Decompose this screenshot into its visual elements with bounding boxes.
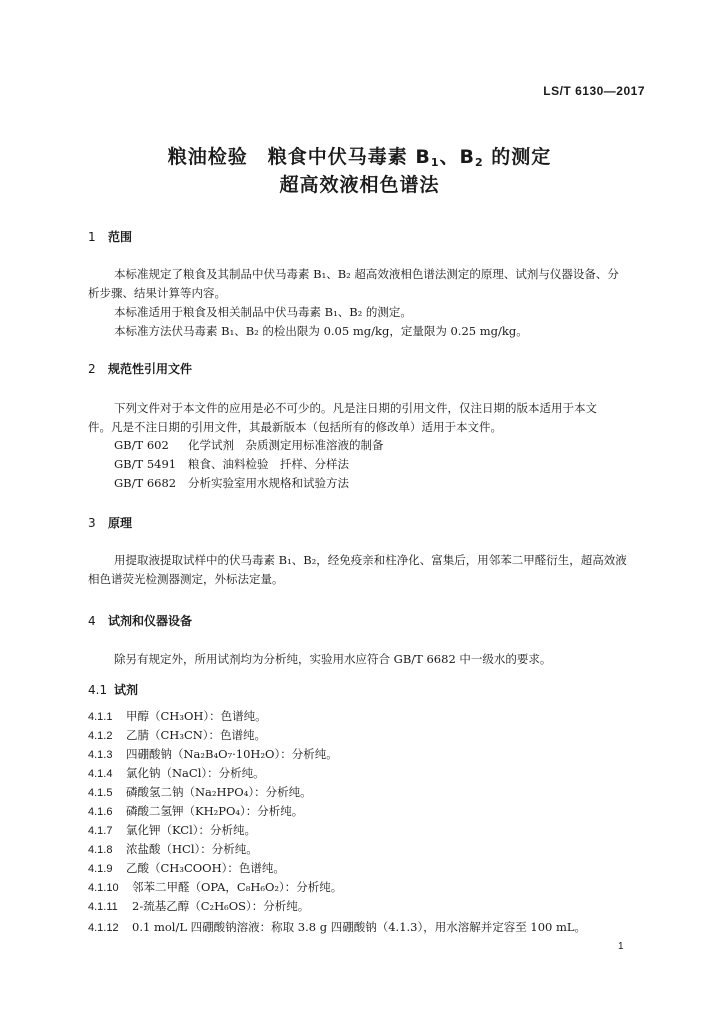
reference-title: 粮食、油料检验 扦样、分样法 [188,457,349,471]
section-4-heading [88,612,192,629]
paragraph-line: 用提取液提取试样中的伏马毒素 B₁、B₂，经免疫亲和柱净化、富集后，用邻苯二甲醛衍生，超高效液 [114,553,627,567]
section-2-paragraph-1 [88,399,658,437]
section-number: 4.1 [88,683,108,697]
item-number: 4.1.10 [88,882,119,894]
item-text: 0.1 mol/L 四硼酸钠溶液：称取 3.8 g 四硼酸钠（4.1.3），用水溶解并定容至 100 mL。 [132,920,587,934]
section-2-heading [88,360,192,377]
item-text: 邻苯二甲醛（OPA，C₈H₆O₂）：分析纯。 [132,880,343,894]
title-line1-suffix: 的测定 [483,146,552,168]
reference-code: GB/T 5491 [114,457,177,471]
normative-reference [114,437,384,453]
title-line1-mid: 、B [439,146,475,168]
item-text: 氯化钠（NaCl）：分析纯。 [126,766,265,780]
item-number: 4.1.9 [88,863,113,875]
item-number: 4.1.5 [88,787,113,799]
section-number: 1 [88,230,96,244]
item-number: 4.1.11 [88,901,118,913]
item-number: 4.1.4 [88,768,113,780]
section-title: 范围 [108,230,133,244]
item-number: 4.1.12 [88,922,119,934]
reagent-item [88,803,303,819]
section-3-heading [88,514,132,531]
section-1-paragraph-2: 本标准适用于粮食及相关制品中伏马毒素 B₁、B₂ 的测定。 [114,305,412,319]
section-number: 2 [88,362,96,376]
reagent-item [88,746,338,762]
reagent-item [88,860,285,876]
reagent-item [88,727,266,743]
item-text: 四硼酸钠（Na₂B₄O₇·10H₂O）：分析纯。 [126,747,338,761]
reference-title: 分析实验室用水规格和试验方法 [188,476,349,490]
item-text: 浓盐酸（HCl）：分析纯。 [126,842,258,856]
reagent-item [88,879,342,895]
reagent-item [88,822,256,838]
normative-reference [114,456,349,472]
item-number: 4.1.1 [88,711,113,723]
paragraph-line: 本标准规定了粮食及其制品中伏马毒素 B₁、B₂ 超高效液相色谱法测定的原理、试剂与仪器设备、分 [114,267,619,281]
standard-code: LS/T 6130—2017 [543,84,645,98]
title-line1-prefix: 粮油检验 粮食中伏马毒素 B [167,146,431,168]
normative-reference [114,475,349,491]
reagent-item [88,708,267,724]
section-title: 规范性引用文件 [108,362,193,376]
section-title: 原理 [108,516,133,530]
item-number: 4.1.8 [88,844,113,856]
document-title [0,142,719,169]
paragraph-line: 件。凡是不注日期的引用文件，其最新版本（包括所有的修改单）适用于本文件。 [88,420,502,434]
document-subtitle: 超高效液相色谱法 [279,174,440,196]
section-3-paragraph-1 [88,551,658,589]
paragraph-line: 相色谱荧光检测器测定，外标法定量。 [88,572,284,586]
section-title: 试剂 [114,683,139,697]
item-number: 4.1.7 [88,825,113,837]
section-1-paragraph-3: 本标准方法伏马毒素 B₁、B₂ 的检出限为 0.05 mg/kg，定量限为 0.25 mg/kg。 [114,324,528,338]
item-number: 4.1.6 [88,806,113,818]
section-title: 试剂和仪器设备 [108,614,193,628]
reagent-item [88,919,586,935]
item-text: 磷酸氢二钠（Na₂HPO₄）：分析纯。 [126,785,312,799]
section-1-heading [88,228,132,245]
page-number: 1 [618,941,624,952]
section-4-paragraph-1: 除另有规定外，所用试剂均为分析纯，实验用水应符合 GB/T 6682 中一级水的要求。 [114,652,552,666]
section-number: 3 [88,516,96,530]
section-1-paragraph-1 [88,265,658,303]
item-text: 2-巯基乙醇（C₂H₆OS）：分析纯。 [132,899,310,913]
section-number: 4 [88,614,96,628]
item-text: 甲醇（CH₃OH）：色谱纯。 [126,709,267,723]
reagent-item [88,841,258,857]
reference-title: 化学试剂 杂质测定用标准溶液的制备 [188,438,384,452]
paragraph-line: 析步骤、结果计算等内容。 [88,286,226,300]
item-number: 4.1.3 [88,749,113,761]
reagent-item [88,898,309,914]
item-text: 氯化钾（KCl）：分析纯。 [126,823,257,837]
section-4-1-heading [88,681,138,698]
item-number: 4.1.2 [88,730,113,742]
title-sub-1: 1 [430,156,440,169]
item-text: 乙腈（CH₃CN）：色谱纯。 [126,728,267,742]
reagent-item [88,784,312,800]
title-sub-2: 2 [474,156,484,169]
reference-code: GB/T 602 [114,438,169,452]
paragraph-line: 下列文件对于本文件的应用是必不可少的。凡是注日期的引用文件，仅注日期的版本适用于本文 [114,401,597,415]
item-text: 磷酸二氢钾（KH₂PO₄）：分析纯。 [126,804,304,818]
item-text: 乙酸（CH₃COOH）：色谱纯。 [126,861,285,875]
reference-code: GB/T 6682 [114,476,177,490]
reagent-item [88,765,265,781]
